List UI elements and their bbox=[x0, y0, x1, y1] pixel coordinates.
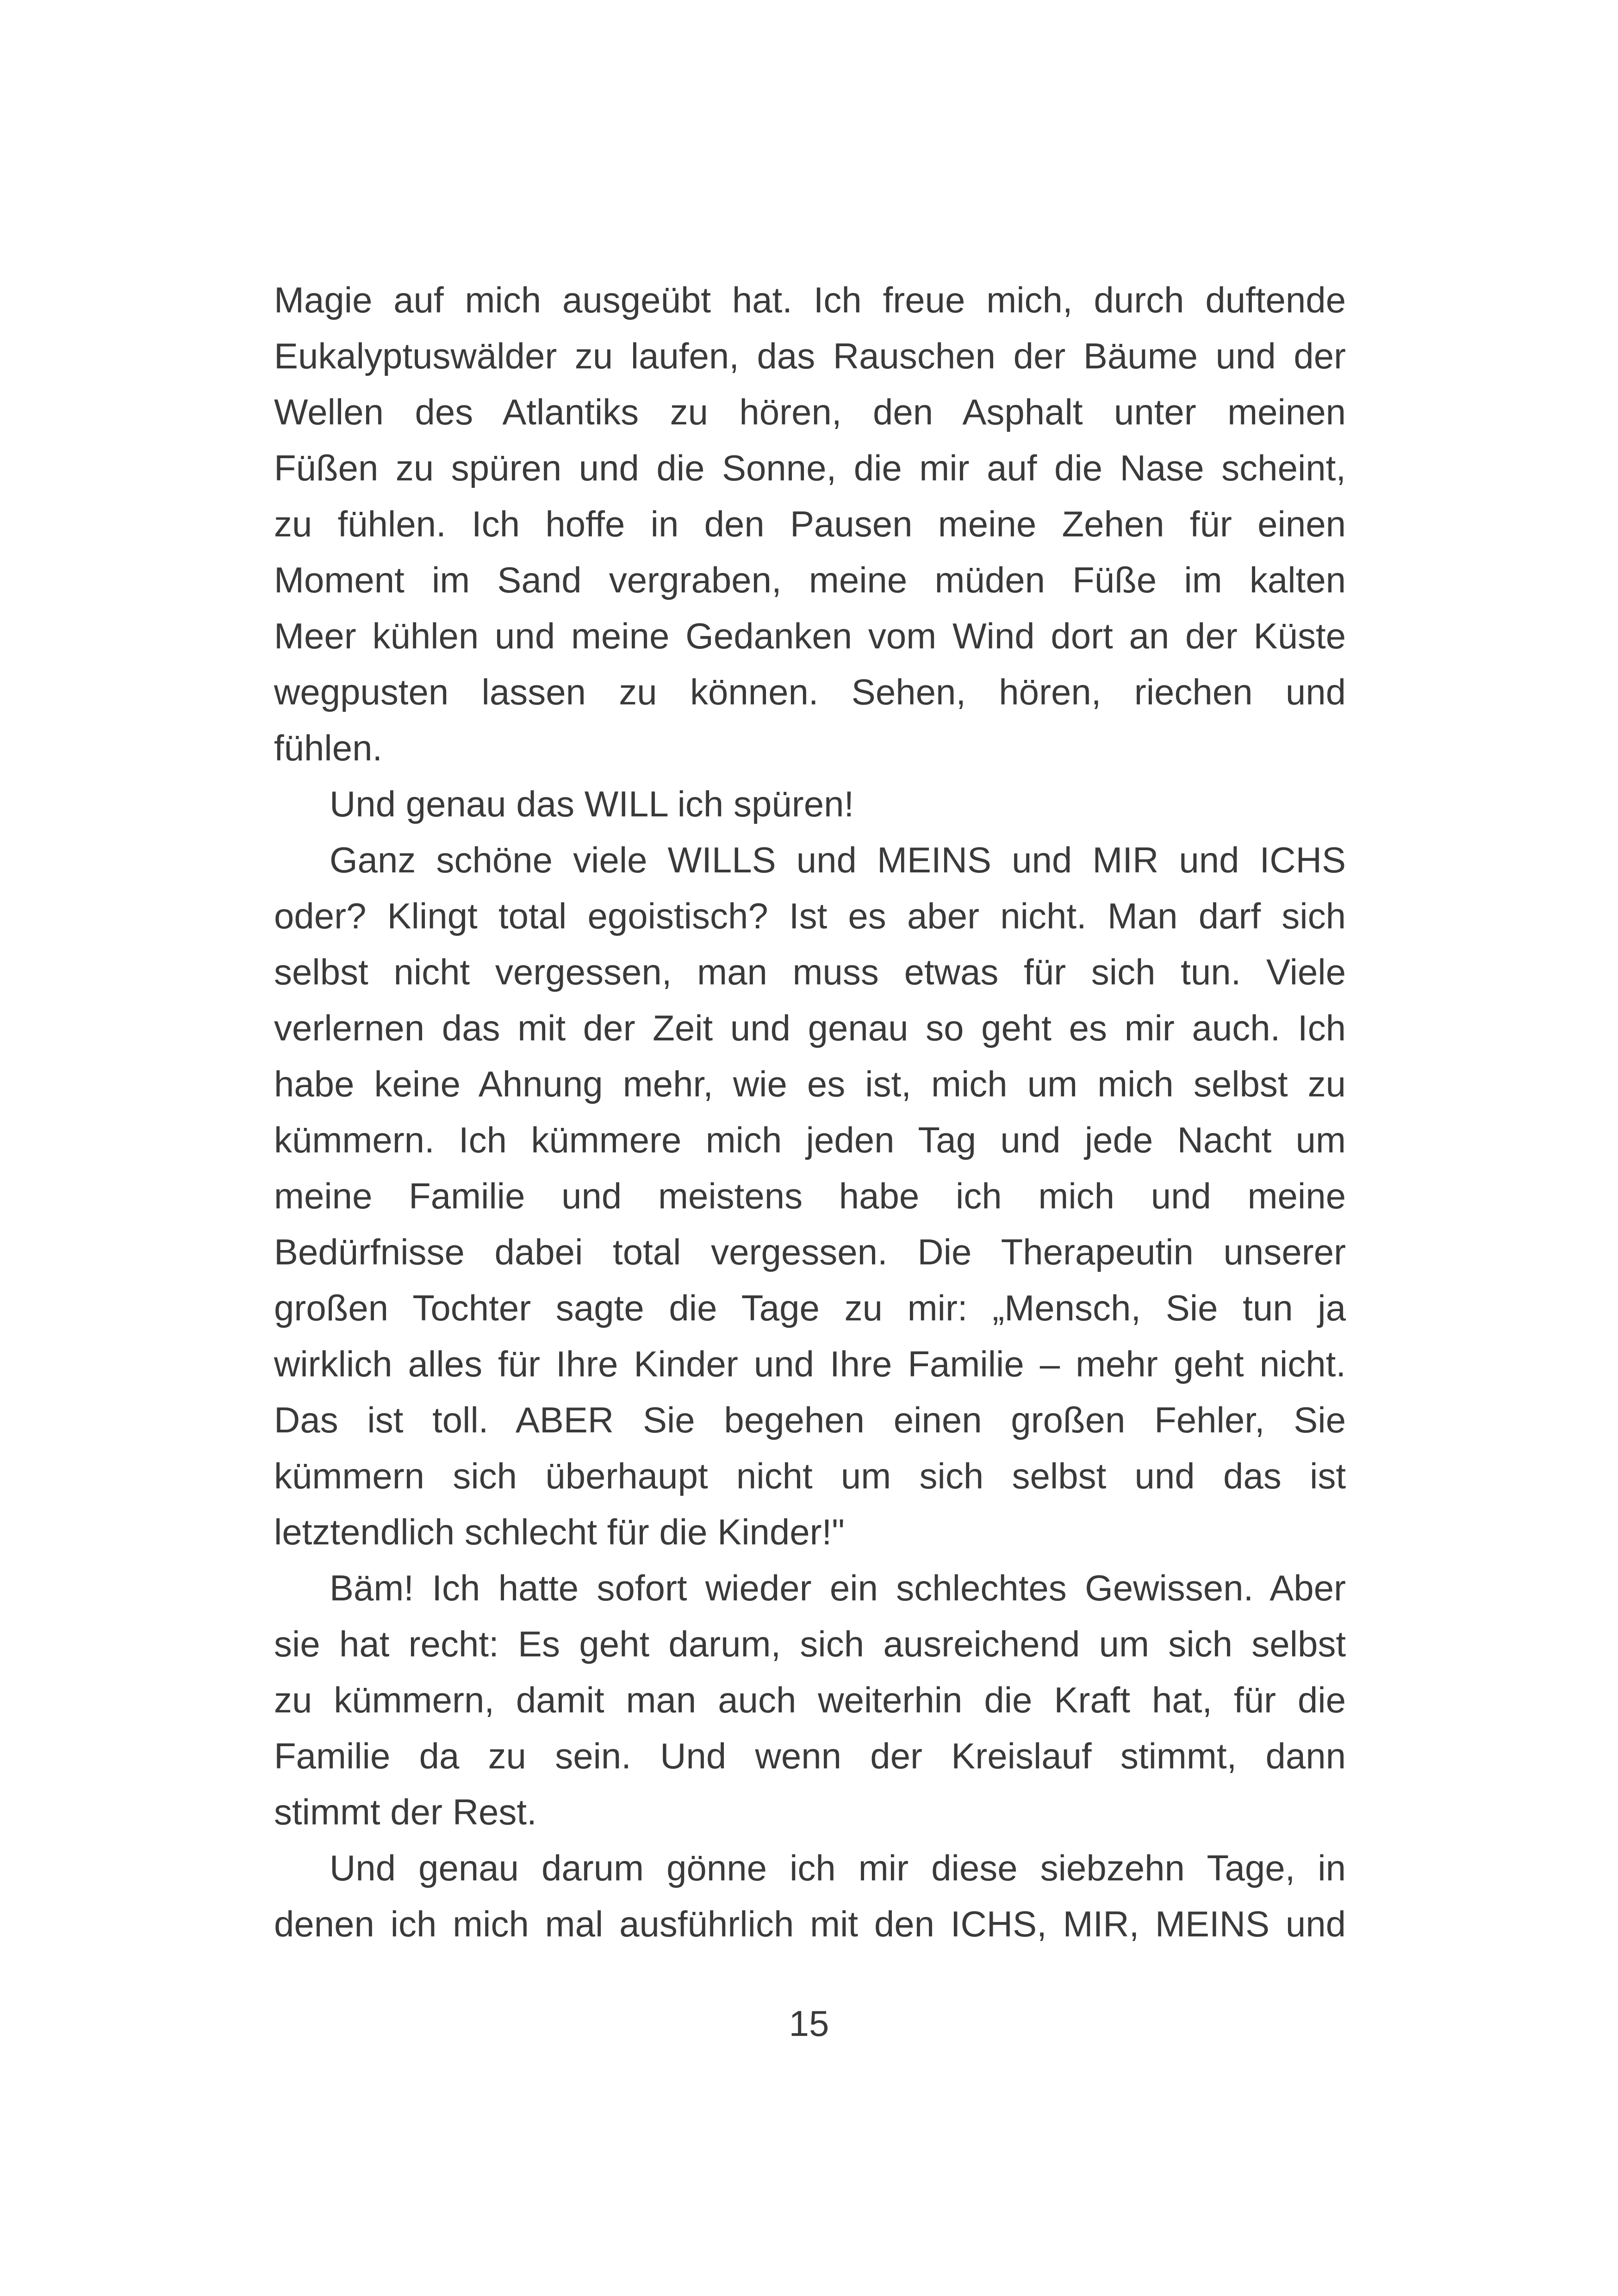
text-line: letztendlich schlecht für die Kinder!" bbox=[274, 1512, 845, 1552]
text-line: großen Tochter sagte die Tage zu mir: „Mensch, Sie tun ja bbox=[274, 1288, 1346, 1328]
text-line: denen ich mich mal ausführlich mit den ICHS, MIR, MEINS und bbox=[274, 1904, 1346, 1944]
text-line: Und genau darum gönne ich mir diese siebzehn Tage, in bbox=[330, 1848, 1346, 1888]
text-line: Magie auf mich ausgeübt hat. Ich freue mich, durch duftende bbox=[274, 280, 1346, 320]
text-line: Das ist toll. ABER Sie begehen einen großen Fehler, Sie bbox=[274, 1400, 1346, 1440]
text-line: Eukalyptuswälder zu laufen, das Rauschen der Bäume und der bbox=[274, 336, 1346, 376]
text-line: zu fühlen. Ich hoffe in den Pausen meine Zehen für einen bbox=[274, 504, 1346, 544]
text-line: Ganz schöne viele WILLS und MEINS und MIR und ICHS bbox=[330, 840, 1346, 880]
text-line: Und genau das WILL ich spüren! bbox=[330, 784, 854, 824]
text-line: Füßen zu spüren und die Sonne, die mir auf die Nase scheint, bbox=[274, 448, 1346, 488]
text-line: meine Familie und meistens habe ich mich und meine bbox=[274, 1176, 1346, 1216]
page-number: 15 bbox=[789, 2003, 829, 2044]
text-line: fühlen. bbox=[274, 728, 383, 768]
text-line: kümmern sich überhaupt nicht um sich selbst und das ist bbox=[274, 1456, 1346, 1496]
text-line: oder? Klingt total egoistisch? Ist es aber nicht. Man darf sich bbox=[274, 896, 1346, 936]
text-line: Bäm! Ich hatte sofort wieder ein schlechtes Gewissen. Aber bbox=[330, 1568, 1346, 1608]
text-line: kümmern. Ich kümmere mich jeden Tag und jede Nacht um bbox=[274, 1120, 1346, 1160]
text-line: Bedürfnisse dabei total vergessen. Die Therapeutin unserer bbox=[274, 1232, 1346, 1272]
text-line: sie hat recht: Es geht darum, sich ausreichend um sich selbst bbox=[274, 1624, 1346, 1664]
text-line: Wellen des Atlantiks zu hören, den Asphalt unter meinen bbox=[274, 392, 1346, 432]
text-line: habe keine Ahnung mehr, wie es ist, mich um mich selbst zu bbox=[274, 1064, 1346, 1104]
text-line: Moment im Sand vergraben, meine müden Füße im kalten bbox=[274, 560, 1346, 600]
text-line: zu kümmern, damit man auch weiterhin die Kraft hat, für die bbox=[274, 1680, 1346, 1720]
body-text bbox=[274, 272, 1346, 1952]
text-line: Familie da zu sein. Und wenn der Kreislauf stimmt, dann bbox=[274, 1736, 1346, 1776]
text-line: wegpusten lassen zu können. Sehen, hören, riechen und bbox=[274, 672, 1346, 712]
text-line: wirklich alles für Ihre Kinder und Ihre Familie – mehr geht nicht. bbox=[274, 1344, 1346, 1384]
text-line: Meer kühlen und meine Gedanken vom Wind dort an der Küste bbox=[274, 616, 1346, 656]
text-line: stimmt der Rest. bbox=[274, 1792, 537, 1832]
text-line: verlernen das mit der Zeit und genau so geht es mir auch. Ich bbox=[274, 1008, 1346, 1048]
text-line: selbst nicht vergessen, man muss etwas für sich tun. Viele bbox=[274, 952, 1346, 992]
